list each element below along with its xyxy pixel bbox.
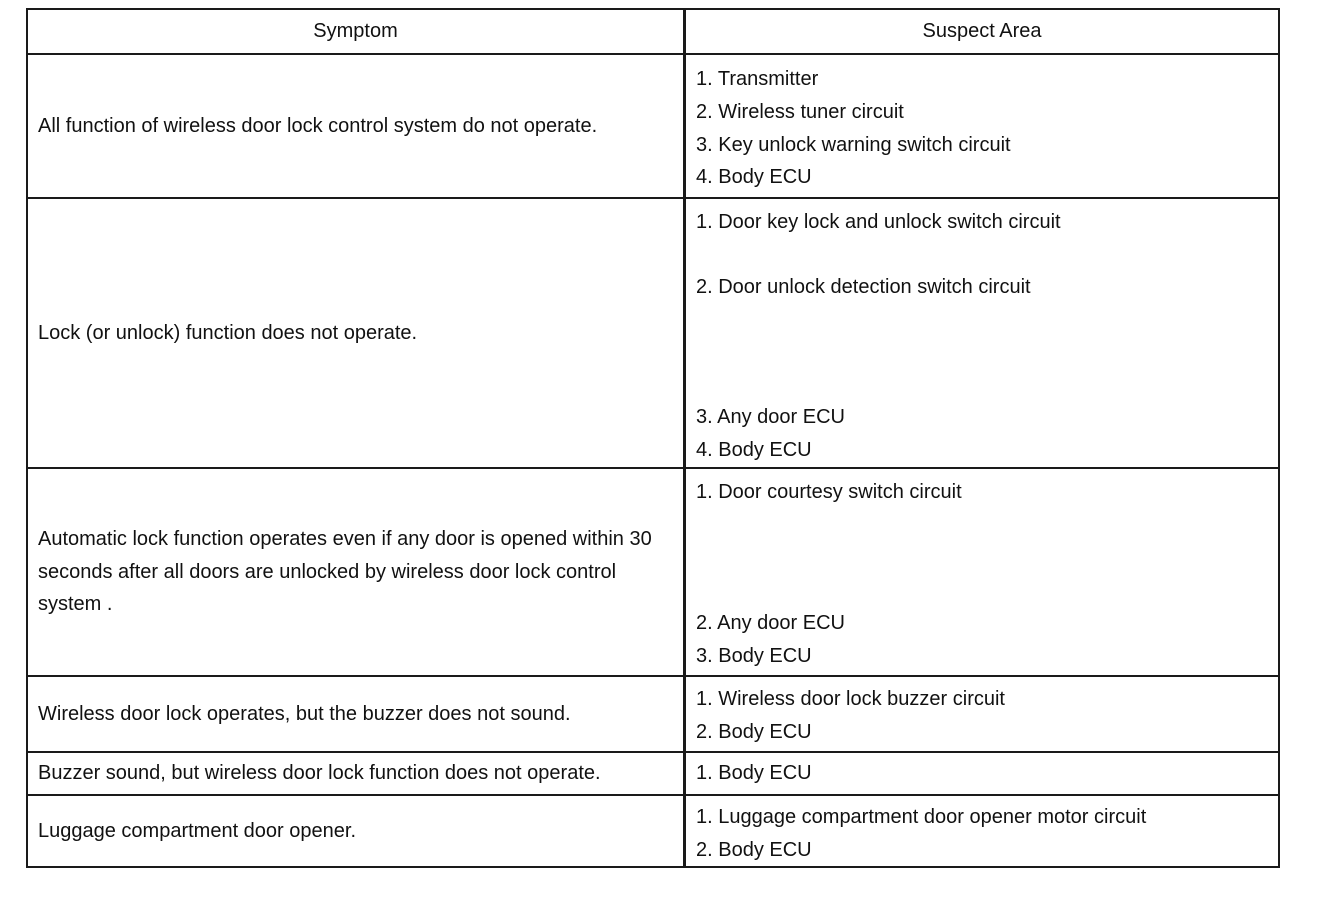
symptom-cell: Buzzer sound, but wireless door lock function does not operate. xyxy=(28,753,686,794)
suspect-item: 1. Luggage compartment door opener motor circuit xyxy=(696,806,1147,828)
suspect-item: 1. Wireless door lock buzzer circuit xyxy=(696,688,1005,710)
suspect-item: 3. Body ECU xyxy=(696,645,812,667)
table-row xyxy=(28,751,1278,794)
suspect-item: 2. Body ECU xyxy=(696,838,812,861)
symptom-cell: Luggage compartment door opener. xyxy=(28,796,686,866)
symptom-cell: Wireless door lock operates, but the buzzer does not sound. xyxy=(28,677,686,751)
table-row xyxy=(28,675,1278,751)
suspect-item: 4. Body ECU xyxy=(696,439,812,461)
suspect-area-cell xyxy=(686,753,1278,794)
symptom-cell: Lock (or unlock) function does not operate. xyxy=(28,199,686,467)
suspect-item: 2. Any door ECU xyxy=(696,612,845,634)
suspect-item: 1. Door key lock and unlock switch circuit xyxy=(696,211,1061,233)
suspect-item: 2. Door unlock detection switch circuit xyxy=(696,276,1031,298)
suspect-area-cell xyxy=(686,199,1278,467)
suspect-item: 3. Any door ECU xyxy=(696,406,845,428)
table-row xyxy=(28,53,1278,197)
suspect-area-cell xyxy=(686,55,1278,197)
suspect-item: 1. Body ECU xyxy=(696,762,812,785)
suspect-item: 3. Key unlock warning switch circuit xyxy=(696,134,1011,156)
suspect-item: 1. Door courtesy switch circuit xyxy=(696,481,962,503)
suspect-item: 1. Transmitter xyxy=(696,68,819,90)
symptom-cell: All function of wireless door lock control system do not operate. xyxy=(28,55,686,197)
symptom-column-header: Symptom xyxy=(28,10,686,53)
suspect-area-column-header: Suspect Area xyxy=(922,20,1042,43)
suspect-item: 2. Body ECU xyxy=(696,720,812,743)
table-row xyxy=(28,794,1278,866)
suspect-area-cell xyxy=(686,796,1278,866)
suspect-item: 2. Wireless tuner circuit xyxy=(696,101,904,123)
troubleshooting-table xyxy=(26,8,1280,868)
table-row xyxy=(28,467,1278,675)
symptom-cell: Automatic lock function operates even if any door is opened within 30 seconds after all doors are unlocked by wireless door lock control system . xyxy=(28,469,686,675)
suspect-area-cell xyxy=(686,677,1278,751)
suspect-item: 4. Body ECU xyxy=(696,166,812,188)
table-row xyxy=(28,197,1278,467)
suspect-area-cell xyxy=(686,469,1278,675)
table-header-row xyxy=(28,10,1278,53)
